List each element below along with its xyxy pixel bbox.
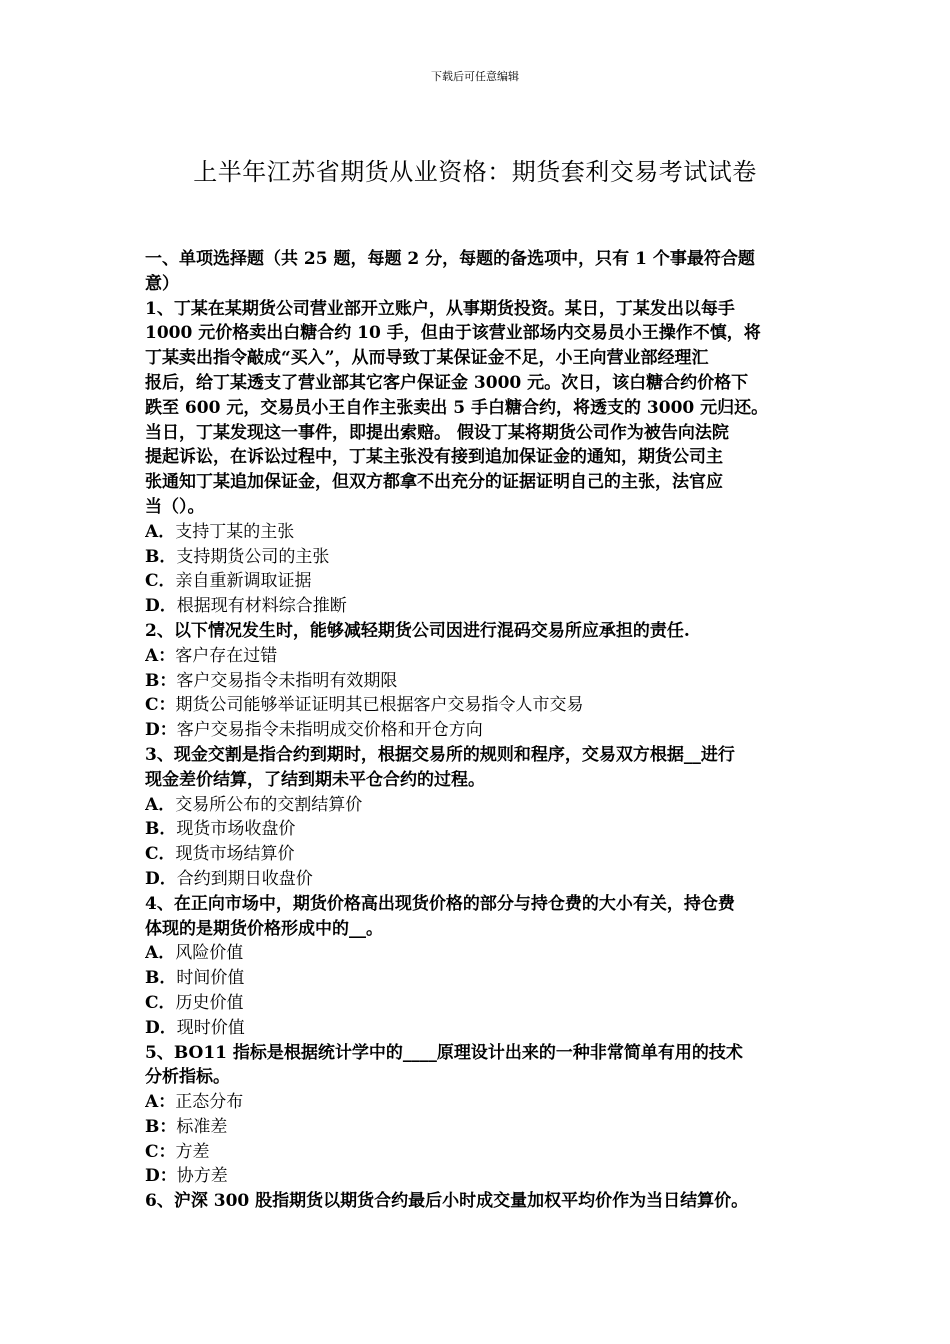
option-c	[145, 569, 809, 594]
option-letter: A．	[145, 943, 176, 964]
option-text: 正态分布	[175, 1092, 244, 1113]
question-stem-line: 1000 元价格卖出白糖合约 10 手，但由于该营业部场内交易员小王操作不慎，将	[145, 323, 761, 344]
option-letter: B．	[145, 819, 177, 840]
question-stem-line: 体现的是期货价格形成中的__。	[145, 918, 383, 939]
option-b	[145, 1115, 809, 1140]
option-letter: B：	[145, 1116, 177, 1137]
option-letter: B．	[145, 546, 177, 567]
question-stem-line: 现金差价结算，了结到期未平仓合约的过程。	[145, 769, 485, 790]
option-text: 历史价值	[175, 992, 244, 1013]
option-letter: B：	[145, 670, 177, 691]
option-text: 风险价值	[175, 943, 244, 964]
option-letter: D．	[145, 868, 177, 889]
question-stem-line: 分析指标。	[145, 1067, 230, 1088]
option-letter: D．	[145, 1017, 177, 1038]
option-letter: A：	[145, 1092, 176, 1113]
option-a	[145, 1090, 809, 1115]
option-text: 现货市场收盘价	[176, 819, 296, 840]
option-letter: C：	[145, 695, 176, 716]
option-text: 支持丁某的主张	[175, 521, 295, 542]
option-text: 亲自重新调取证据	[175, 571, 312, 592]
option-text: 时间价值	[176, 968, 245, 989]
option-a	[145, 793, 809, 818]
question-4	[145, 892, 809, 1041]
question-stem-line: 1、丁某在某期货公司营业部开立账户，从事期货投资。某日，丁某发出以每手	[145, 298, 735, 319]
option-text: 根据现有材料综合推断	[176, 596, 347, 617]
question-stem-line: 3、现金交割是指合约到期时，根据交易所的规则和程序，交易双方根据__进行	[145, 744, 735, 765]
option-text: 方差	[175, 1141, 210, 1162]
option-c	[145, 991, 809, 1016]
option-text: 客户交易指令未指明成交价格和开仓方向	[176, 720, 483, 741]
question-stem-line: 张通知丁某追加保证金，但双方都拿不出充分的证据证明自己的主张，法官应	[145, 472, 723, 493]
question-stem-line: 跌至 600 元，交易员小王自作主张卖出 5 手白糖合约，将透支的 3000 元归还。	[145, 397, 769, 418]
option-a	[145, 644, 809, 669]
option-letter: A．	[145, 794, 176, 815]
question-stem-line: 4、在正向市场中，期货价格高出现货价格的部分与持仓费的大小有关，持仓费	[145, 893, 735, 914]
option-letter: D：	[145, 1166, 177, 1187]
option-letter: D：	[145, 720, 177, 741]
option-letter: D．	[145, 596, 177, 617]
question-stem-line: 2、以下情况发生时，能够减轻期货公司因进行混码交易所应承担的责任.	[145, 620, 690, 641]
option-d	[145, 1016, 809, 1041]
option-letter: B．	[145, 968, 177, 989]
question-stem-line: 5、BO11 指标是根据统计学中的____原理设计出来的一种非常简单有用的技术	[145, 1042, 743, 1063]
document-title: 上半年江苏省期货从业资格：期货套利交易考试试卷	[193, 158, 757, 186]
option-letter: A．	[145, 521, 176, 542]
question-6	[145, 1189, 809, 1214]
question-stem-line: 报后，给丁某透支了营业部其它客户保证金 3000 元。次日，该白糖合约价格下	[145, 372, 749, 393]
option-letter: C．	[145, 571, 176, 592]
option-d	[145, 718, 809, 743]
option-b	[145, 545, 809, 570]
header-note: 下载后可任意编辑	[431, 70, 519, 83]
option-letter: A：	[145, 645, 176, 666]
question-stem-line: 提起诉讼，在诉讼过程中，丁某主张没有接到追加保证金的通知，期货公司主	[145, 447, 723, 468]
option-c	[145, 1140, 809, 1165]
option-letter: C：	[145, 1141, 176, 1162]
question-2	[145, 619, 809, 743]
option-letter: C．	[145, 844, 176, 865]
question-stem-line: 当日，丁某发现这一事件，即提出索赔。 假设丁某将期货公司作为被告向法院	[145, 422, 729, 443]
option-c	[145, 842, 809, 867]
option-a	[145, 520, 809, 545]
option-text: 支持期货公司的主张	[176, 546, 330, 567]
option-d	[145, 1164, 809, 1189]
option-text: 期货公司能够举证证明其已根据客户交易指令人市交易	[175, 695, 584, 716]
option-d	[145, 867, 809, 892]
option-a	[145, 941, 809, 966]
section-heading	[145, 247, 809, 297]
option-b	[145, 669, 809, 694]
question-5	[145, 1041, 809, 1190]
option-b	[145, 966, 809, 991]
document-body	[145, 247, 809, 1214]
option-text: 协方差	[176, 1166, 228, 1187]
question-stem-line: 6、沪深 300 股指期货以期货合约最后小时成交量加权平均价作为当日结算价。	[145, 1191, 749, 1212]
option-text: 客户存在过错	[175, 645, 278, 666]
option-text: 交易所公布的交割结算价	[175, 794, 363, 815]
text-line: 意）	[145, 273, 179, 294]
question-3	[145, 743, 809, 892]
option-text: 合约到期日收盘价	[176, 868, 313, 889]
option-text: 客户交易指令未指明有效期限	[176, 670, 398, 691]
option-text: 现时价值	[176, 1017, 245, 1038]
option-d	[145, 594, 809, 619]
option-c	[145, 693, 809, 718]
question-1	[145, 297, 809, 619]
question-stem-line: 当（）。	[145, 496, 205, 517]
question-stem-line: 丁某卖出指令敲成“买入”，从而导致丁某保证金不足，小王向营业部经理汇	[145, 348, 709, 369]
option-text: 现货市场结算价	[175, 844, 295, 865]
option-b	[145, 817, 809, 842]
option-text: 标准差	[176, 1116, 228, 1137]
option-letter: C．	[145, 992, 176, 1013]
text-line: 一、单项选择题（共 25 题，每题 2 分，每题的备选项中，只有 1 个事最符合题	[145, 249, 755, 269]
